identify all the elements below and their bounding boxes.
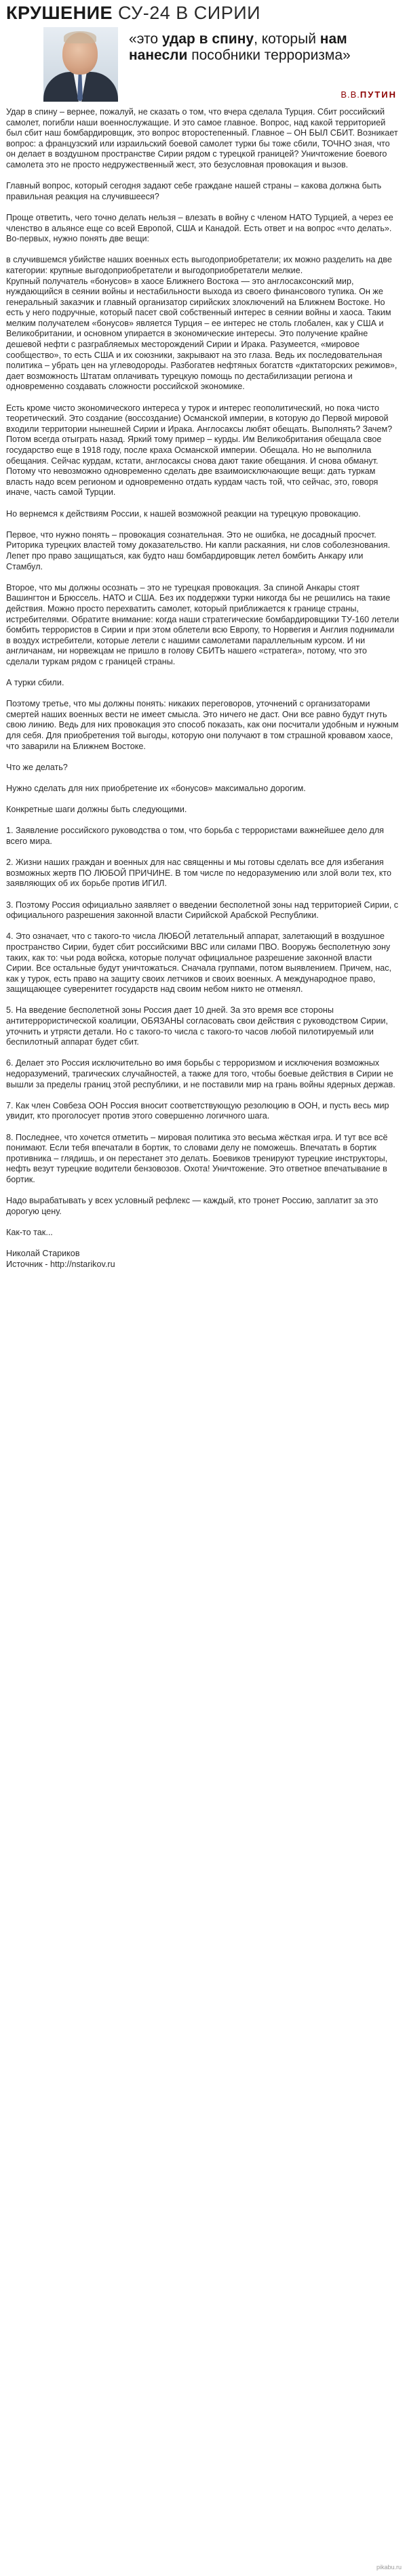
quote-lead: это <box>136 31 162 47</box>
watermark: pikabu.ru <box>376 2564 402 2571</box>
paragraph: Нужно сделать для них приобретение их «бонусов» максимально дорогим. <box>6 784 306 793</box>
signature-name: ПУТИН <box>360 89 397 100</box>
paragraph: Надо вырабатывать у всех условный рефлекс — каждый, кто тронет Россию, заплатит за это дорогую цену. <box>6 1196 379 1216</box>
paragraph: Конкретные шаги должны быть следующими. <box>6 805 187 815</box>
paragraph: Проще ответить, чего точно делать нельзя – влезать в войну с членом НАТО Турцией, а через ее членство в альянсе еще со всей Европой, США и Канадой. Есть ответ и на вопрос «что делать». Во-первых, нужно понять две вещи: <box>6 212 393 244</box>
paragraph: 7. Как член Совбеза ООН Россия вносит соответствующую резолюцию в ООН, и пусть весь мир увидит, кто проголосует против этого совершенно логичного шага. <box>6 1100 389 1121</box>
quote-block <box>129 31 397 100</box>
quote-text <box>129 31 397 64</box>
article-body <box>6 107 401 1270</box>
paragraph: Поэтому третье, что мы должны понять: никаких переговоров, уточнений с организаторами смертей наших военных вести не имеет смысла. Это ничего не даст. Они все равно будут гнуть свою линию. Ведь для них провокация это способ показать, как они посчитали удобным и нужным для себя. Для приобретения той выгоды, которую они получают в том страшной кровавом хаосе, что заварили на Ближнем Востоке. <box>6 699 399 751</box>
headline <box>6 3 260 24</box>
paragraph: Второе, что мы должны осознать – это не турецкая провокация. За спиной Анкары стоят Вашингтон и Брюссель. НАТО и США. Без их поддержки турки никогда бы не решились на такие действия. Можно просто перехватить самолет, который приближается к границе страны, истребителями. Обратите внимание: когда наши стратегические бомбардировщики ТУ-160 летели бомбить террористов в Сирии и при этом облетели всю Европу, то Норвегия и Англия поднимали в воздух истребители, которые летели с нашими самолетами параллельным курсом. И ни англичанам, ни норвежцам не пришло в голову СБИТЬ нашего «стратега», потому, что это сделали туркам рядом с границей страны. <box>6 582 400 666</box>
headline-strong: КРУШЕНИЕ <box>6 3 113 23</box>
paragraph: А турки сбили. <box>6 678 64 688</box>
paragraph: 4. Это означает, что с такого-то числа ЛЮБОЙ летательный аппарат, залетающий в воздушное пространство Сирии, будет сбит российскими ВВС или силами ПВО. Вооружь бесполетную зону таких, как то: чьи рода войска, которые получат официальное разрешение законной власти Сирии. Все остальные будут уничтожаться. Сначала группами, потом выявлением. Причем, нас, как у турок, есть право на защиту своих летчиков и своих военных. А международное право, защищающее суверенитет государств над своим небом никто не отменял. <box>6 931 392 994</box>
quote-bold-2: нам нанесли <box>129 31 347 63</box>
paragraph: Что же делать? <box>6 762 68 772</box>
paragraph: 2. Жизни наших граждан и военных для нас священны и мы готовы сделать все для избегания возможных жертв ПО ЛЮБОЙ ПРИЧИНЕ. В том числе по недоразумению или злой воли тех, кто заявляющих об их борьбе против ИГИЛ. <box>6 858 391 889</box>
paragraph: 1. Заявление российского руководства о том, что борьба с террористами важнейшее дело для всего мира. <box>6 826 384 846</box>
quote-signature <box>341 89 397 100</box>
quote-bold-1: удар в спину <box>161 31 254 47</box>
author-source: Николай Стариков Источник - http://nstarikov.ru <box>6 1249 115 1269</box>
paragraph: Есть кроме чисто экономического интереса у турок и интерес геополитический, но пока чисто теоретический. Это создание (воссоздание) Османской империи, в которую до Первой мировой входили территории нынешней Сирии и Ирака. Англосаксы любят обещать. Выполнять? Зачем? Потом всегда отыграть назад. Яркий тому пример – курды. Им Великобритания обещала свое государство еще в 1918 году, после краха Османской империи. Обещала. Но не выполнила обещания. Сейчас курдам, кстати, англосаксы снова дают такие обещания. И снова обманут. Потому что невозможно одновременно сделать две взаимоисключающие вещи: дать туркам власть надо всем регионом и одновременно отдать курдам часть той, что сейчас, это, говоря иначе, часть самой Турции. <box>6 403 393 498</box>
paragraph: Удар в спину – вернее, пожалуй, не сказать о том, что вчера сделала Турция. Сбит российский самолет, погибли наши военнослужащие. И это самое главное. Вопрос, над какой территорией был сбит наш бомбардировщик, это вопрос второстепенный. Главное – ОН БЫЛ СБИТ. Возникает вопрос: а французский или израильский боевой самолет турки бы тоже сбили, ТОЧНО зная, что он делает в воздушном пространстве Сирии рядом с турецкой границей? Уничтожение боевого самолета это не просто недружественный жест, это безусловная провокация и вызов. <box>6 107 398 169</box>
paragraph: 8. Последнее, что хочется отметить – мировая политика это весьма жёсткая игра. И тут все всё понимают. Если тебя впечатали в бортик, то словами делу не поможешь. Впечатать в бортик противника – глядишь, и он перестанет это делать. Боевиков тренируют турецкие инструкторы, нефть везут турецкие водители бензовозов. Охота! Уничтожение. Это ответное впечатывание в бортик. <box>6 1132 388 1184</box>
paragraph: в случившемся убийстве наших военных есть выгодоприобретатели; их можно разделить на две категории: крупные выгодоприобретатели и выгодоприобретатели мелкие. Крупный получатель «бонусов» в хаосе Ближнего Востока — это англосаксонский мир, нуждающийся в сеянии войны и нестабильности выхода из своего финансового тупика. Он же генеральный заказчик и главный организатор сирийских злоключений на Ближнем Востоке. Но есть у него подручные, который пасет свой собственный интерес в сеянии войны и хаоса. Таким мелким получателем «бонусов» является Турция – ее интерес не столь глобален, как у США и Великобритании, и основном упирается в экономические интересы. Это получение крайне дешевой нефти с разграбляемых месторождений Сирии и Ирака. Разумеется, «мировое сообщество», то есть США и их союзники, закрывают на это глаза. Ведь их последовательная политика – убрать цен на углеводороды. Разбогатев нефтяных богатств «диктаторских режимов», дает возможность Штатам оплачивать турецкую помощь по дестабилизации региона и одновременно создавать сложности российской экономике. <box>6 255 398 392</box>
paragraph: 6. Делает это Россия исключительно во имя борьбы с терроризмом и исключения возможных недоразумений, трагических случайностей, а также для того, чтобы боевые действия в Сирии не вышли за пределы границ этой республики, и не поставили мир на грань войны ядерных держав. <box>6 1058 395 1089</box>
paragraph: Главный вопрос, который сегодня задают себе граждане нашей страны – какова должна быть правильная реакция на случившееся? <box>6 181 382 201</box>
paragraph: 3. Поэтому Россия официально заявляет о введении бесполетной зоны над территорией Сирии, с официального разрешения законной власти Сирийской Арабской Республики. <box>6 900 399 921</box>
paragraph: 5. На введение бесполетной зоны Россия дает 10 дней. За это время все стороны антитеррористической коалиции, ОБЯЗАНЫ согласовать свои действия с руководством Сирии, уточнить и утрясти детали. Но с такого-то числа с такого-то часов любой пилотируемый или беспилотный аппарат будет сбит. <box>6 1005 388 1047</box>
paragraph: Но вернемся к действиям России, к нашей возможной реакции на турецкую провокацию. <box>6 508 361 519</box>
quote-mid-1: , который <box>254 31 320 47</box>
article-header <box>0 0 407 102</box>
portrait-photo <box>43 27 118 102</box>
quote-mid-2: пособники терроризма» <box>187 47 351 63</box>
signature-initials: В.В. <box>341 89 360 100</box>
paragraph: Первое, что нужно понять – провокация сознательная. Это не ошибка, не досадный просчет. Риторика турецких властей тому доказательство. Ни капли раскаяния, ни слов соболезнования. Лепет про право защищаться, как будто наш бомбардировщик летел бомбить Анкару или Стамбул. <box>6 529 391 571</box>
quote-open: « <box>129 31 137 47</box>
paragraph: Как-то так... <box>6 1227 53 1237</box>
headline-rest: СУ-24 В СИРИИ <box>118 3 261 23</box>
